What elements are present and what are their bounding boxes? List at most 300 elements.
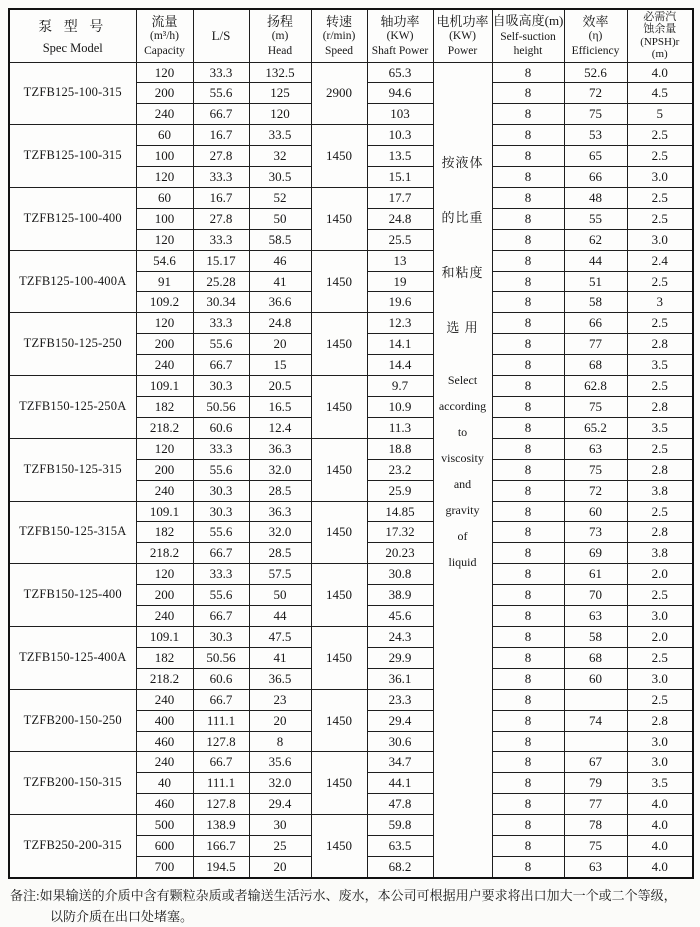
- npsh-cell: 2.8: [627, 522, 693, 543]
- flow-ls-cell: 138.9: [193, 815, 249, 836]
- spec-row: [9, 626, 693, 647]
- flow-ls-cell: 33.3: [193, 438, 249, 459]
- col-header-npsh-symbol: (NPSH)r: [640, 35, 680, 48]
- header-row: [9, 9, 693, 62]
- head-cell: 41: [249, 271, 311, 292]
- power-note-zh-line: 和粘度: [441, 264, 484, 280]
- efficiency-cell: 63: [564, 438, 627, 459]
- capacity-cell: 120: [136, 438, 193, 459]
- npsh-cell: 3.0: [627, 229, 693, 250]
- col-header-ls-label: L/S: [211, 27, 231, 43]
- shaft-power-cell: 10.9: [367, 397, 433, 418]
- efficiency-cell: 72: [564, 480, 627, 501]
- efficiency-cell: 75: [564, 104, 627, 125]
- capacity-cell: 500: [136, 815, 193, 836]
- head-cell: 36.6: [249, 292, 311, 313]
- self-suction-cell: 8: [492, 836, 564, 857]
- head-cell: 35.6: [249, 752, 311, 773]
- npsh-cell: 3.0: [627, 731, 693, 752]
- shaft-power-cell: 19: [367, 271, 433, 292]
- efficiency-cell: 58: [564, 626, 627, 647]
- efficiency-cell: 48: [564, 187, 627, 208]
- speed-cell: 1450: [311, 125, 367, 188]
- power-note-en-line: viscosity: [441, 450, 484, 465]
- efficiency-cell: 51: [564, 271, 627, 292]
- self-suction-cell: 8: [492, 731, 564, 752]
- head-cell: 58.5: [249, 229, 311, 250]
- self-suction-cell: 8: [492, 564, 564, 585]
- shaft-power-cell: 23.2: [367, 459, 433, 480]
- self-suction-cell: 8: [492, 146, 564, 167]
- capacity-cell: 40: [136, 773, 193, 794]
- efficiency-cell: 61: [564, 564, 627, 585]
- col-header-npsh-zh2: 蚀余量: [643, 23, 677, 36]
- self-suction-cell: 8: [492, 334, 564, 355]
- capacity-cell: 109.2: [136, 292, 193, 313]
- self-suction-cell: 8: [492, 668, 564, 689]
- self-suction-cell: 8: [492, 271, 564, 292]
- speed-cell: 1450: [311, 689, 367, 752]
- col-header-eff-zh: 效率: [582, 13, 609, 29]
- head-cell: 15: [249, 355, 311, 376]
- flow-ls-cell: 16.7: [193, 187, 249, 208]
- self-suction-cell: 8: [492, 438, 564, 459]
- npsh-cell: 3.8: [627, 543, 693, 564]
- self-suction-cell: 8: [492, 815, 564, 836]
- col-header-suction-zh: 自吸高度(m): [492, 13, 564, 29]
- npsh-cell: 3.8: [627, 480, 693, 501]
- shaft-power-cell: 38.9: [367, 585, 433, 606]
- head-cell: 23: [249, 689, 311, 710]
- col-header-head-en: Head: [267, 44, 293, 57]
- npsh-cell: 4.5: [627, 83, 693, 104]
- npsh-cell: 2.5: [627, 585, 693, 606]
- shaft-power-cell: 10.3: [367, 125, 433, 146]
- efficiency-cell: [564, 689, 627, 710]
- capacity-cell: 240: [136, 104, 193, 125]
- efficiency-cell: 66: [564, 167, 627, 188]
- flow-ls-cell: 30.3: [193, 501, 249, 522]
- head-cell: 47.5: [249, 626, 311, 647]
- head-cell: 30.5: [249, 167, 311, 188]
- flow-ls-cell: 66.7: [193, 752, 249, 773]
- flow-ls-cell: 55.6: [193, 585, 249, 606]
- speed-cell: 1450: [311, 187, 367, 250]
- head-cell: 32.0: [249, 459, 311, 480]
- npsh-cell: 2.8: [627, 459, 693, 480]
- capacity-cell: 200: [136, 585, 193, 606]
- efficiency-cell: 69: [564, 543, 627, 564]
- speed-cell: 1450: [311, 250, 367, 313]
- head-cell: 46: [249, 250, 311, 271]
- self-suction-cell: 8: [492, 376, 564, 397]
- capacity-cell: 460: [136, 731, 193, 752]
- npsh-cell: 2.5: [627, 689, 693, 710]
- capacity-cell: 109.1: [136, 626, 193, 647]
- self-suction-cell: 8: [492, 292, 564, 313]
- flow-ls-cell: 60.6: [193, 668, 249, 689]
- self-suction-cell: 8: [492, 355, 564, 376]
- power-note-en-line: and: [453, 476, 472, 491]
- power-note-en-line: of: [457, 528, 468, 543]
- col-header-capacity-en: Capacity: [144, 44, 185, 57]
- npsh-cell: 3.0: [627, 668, 693, 689]
- self-suction-cell: 8: [492, 647, 564, 668]
- shaft-power-cell: 14.4: [367, 355, 433, 376]
- npsh-cell: 2.5: [627, 208, 693, 229]
- flow-ls-cell: 50.56: [193, 397, 249, 418]
- shaft-power-cell: 30.6: [367, 731, 433, 752]
- flow-ls-cell: 55.6: [193, 334, 249, 355]
- spec-row: [9, 250, 693, 271]
- efficiency-cell: 77: [564, 334, 627, 355]
- col-header-speed-unit: (r/min): [322, 29, 356, 42]
- flow-ls-cell: 127.8: [193, 731, 249, 752]
- npsh-cell: 5: [627, 104, 693, 125]
- shaft-power-cell: 17.32: [367, 522, 433, 543]
- capacity-cell: 200: [136, 83, 193, 104]
- spec-row: [9, 62, 693, 83]
- capacity-cell: 54.6: [136, 250, 193, 271]
- speed-cell: 1450: [311, 752, 367, 815]
- model-cell: TZFB200-150-315: [9, 752, 136, 815]
- model-cell: TZFB125-100-400A: [9, 250, 136, 313]
- capacity-cell: 120: [136, 62, 193, 83]
- efficiency-cell: 58: [564, 292, 627, 313]
- capacity-cell: 60: [136, 125, 193, 146]
- efficiency-cell: 73: [564, 522, 627, 543]
- model-cell: TZFB200-150-250: [9, 689, 136, 752]
- head-cell: 36.3: [249, 501, 311, 522]
- self-suction-cell: 8: [492, 480, 564, 501]
- efficiency-cell: 62.8: [564, 376, 627, 397]
- npsh-cell: 3.0: [627, 752, 693, 773]
- table-header: [9, 9, 693, 62]
- npsh-cell: 3.5: [627, 417, 693, 438]
- efficiency-cell: 68: [564, 647, 627, 668]
- efficiency-cell: 78: [564, 815, 627, 836]
- shaft-power-cell: 59.8: [367, 815, 433, 836]
- efficiency-cell: 55: [564, 208, 627, 229]
- shaft-power-cell: 45.6: [367, 606, 433, 627]
- shaft-power-cell: 18.8: [367, 438, 433, 459]
- shaft-power-cell: 24.8: [367, 208, 433, 229]
- efficiency-cell: 68: [564, 355, 627, 376]
- col-header-model-zh: 泵 型 号: [38, 19, 108, 35]
- efficiency-cell: 70: [564, 585, 627, 606]
- head-cell: 25: [249, 836, 311, 857]
- efficiency-cell: 60: [564, 501, 627, 522]
- shaft-power-cell: 29.9: [367, 647, 433, 668]
- npsh-cell: 3.0: [627, 606, 693, 627]
- head-cell: 32.0: [249, 773, 311, 794]
- speed-cell: 1450: [311, 626, 367, 689]
- self-suction-cell: 8: [492, 773, 564, 794]
- capacity-cell: 400: [136, 710, 193, 731]
- npsh-cell: 2.0: [627, 564, 693, 585]
- power-note-en-line: according: [438, 398, 487, 413]
- col-header-speed-en: Speed: [324, 44, 354, 57]
- capacity-cell: 60: [136, 187, 193, 208]
- self-suction-cell: 8: [492, 794, 564, 815]
- col-header-speed: [311, 9, 367, 62]
- self-suction-cell: 8: [492, 208, 564, 229]
- capacity-cell: 240: [136, 752, 193, 773]
- head-cell: 132.5: [249, 62, 311, 83]
- efficiency-cell: 62: [564, 229, 627, 250]
- col-header-head: [249, 9, 311, 62]
- capacity-cell: 700: [136, 856, 193, 877]
- power-note-en-line: Select: [447, 372, 478, 387]
- npsh-cell: 4.0: [627, 836, 693, 857]
- self-suction-cell: 8: [492, 543, 564, 564]
- flow-ls-cell: 66.7: [193, 543, 249, 564]
- efficiency-cell: 65.2: [564, 417, 627, 438]
- pump-spec-table: [8, 8, 694, 879]
- speed-cell: 1450: [311, 815, 367, 878]
- head-cell: 12.4: [249, 417, 311, 438]
- self-suction-cell: 8: [492, 459, 564, 480]
- self-suction-cell: 8: [492, 167, 564, 188]
- flow-ls-cell: 194.5: [193, 856, 249, 877]
- head-cell: 29.4: [249, 794, 311, 815]
- efficiency-cell: 74: [564, 710, 627, 731]
- col-header-shaft-zh: 轴功率: [380, 13, 420, 29]
- head-cell: 30: [249, 815, 311, 836]
- power-note-en-line: gravity: [445, 502, 480, 517]
- power-note-zh-line: 选 用: [446, 319, 479, 335]
- spec-row: [9, 564, 693, 585]
- head-cell: 44: [249, 606, 311, 627]
- npsh-cell: 3.5: [627, 355, 693, 376]
- npsh-cell: 2.5: [627, 376, 693, 397]
- self-suction-cell: 8: [492, 313, 564, 334]
- col-header-suction-en2: height: [513, 44, 543, 57]
- col-header-capacity-unit: (m³/h): [150, 29, 179, 42]
- shaft-power-cell: 17.7: [367, 187, 433, 208]
- self-suction-cell: 8: [492, 83, 564, 104]
- capacity-cell: 218.2: [136, 417, 193, 438]
- head-cell: 32: [249, 146, 311, 167]
- efficiency-cell: 44: [564, 250, 627, 271]
- head-cell: 24.8: [249, 313, 311, 334]
- capacity-cell: 120: [136, 313, 193, 334]
- head-cell: 41: [249, 647, 311, 668]
- npsh-cell: 2.8: [627, 334, 693, 355]
- shaft-power-cell: 15.1: [367, 167, 433, 188]
- col-header-shaft-en: Shaft Power: [371, 44, 429, 57]
- npsh-cell: 4.0: [627, 62, 693, 83]
- table-body: [9, 62, 693, 878]
- power-note-en-line: to: [457, 424, 468, 439]
- flow-ls-cell: 55.6: [193, 522, 249, 543]
- npsh-cell: 2.5: [627, 647, 693, 668]
- speed-cell: 1450: [311, 313, 367, 376]
- head-cell: 50: [249, 208, 311, 229]
- shaft-power-cell: 11.3: [367, 417, 433, 438]
- efficiency-cell: 77: [564, 794, 627, 815]
- flow-ls-cell: 55.6: [193, 459, 249, 480]
- efficiency-cell: 79: [564, 773, 627, 794]
- power-note-zh-line: 的比重: [441, 209, 484, 225]
- col-header-suction-en1: Self-suction: [500, 30, 556, 43]
- self-suction-cell: 8: [492, 626, 564, 647]
- model-cell: TZFB150-125-400: [9, 564, 136, 627]
- shaft-power-cell: 34.7: [367, 752, 433, 773]
- capacity-cell: 240: [136, 480, 193, 501]
- efficiency-cell: 67: [564, 752, 627, 773]
- self-suction-cell: 8: [492, 501, 564, 522]
- flow-ls-cell: 166.7: [193, 836, 249, 857]
- head-cell: 120: [249, 104, 311, 125]
- shaft-power-cell: 103: [367, 104, 433, 125]
- shaft-power-cell: 24.3: [367, 626, 433, 647]
- spec-row: [9, 752, 693, 773]
- shaft-power-cell: 94.6: [367, 83, 433, 104]
- motor-power-note-cell: [433, 62, 492, 878]
- npsh-cell: 2.5: [627, 271, 693, 292]
- npsh-cell: 3: [627, 292, 693, 313]
- col-header-power-unit: (KW): [449, 29, 476, 42]
- capacity-cell: 200: [136, 334, 193, 355]
- flow-ls-cell: 50.56: [193, 647, 249, 668]
- efficiency-cell: 60: [564, 668, 627, 689]
- flow-ls-cell: 33.3: [193, 167, 249, 188]
- head-cell: 28.5: [249, 543, 311, 564]
- col-header-capacity: [136, 9, 193, 62]
- capacity-cell: 91: [136, 271, 193, 292]
- model-cell: TZFB150-125-315: [9, 438, 136, 501]
- efficiency-cell: [564, 731, 627, 752]
- shaft-power-cell: 47.8: [367, 794, 433, 815]
- model-cell: TZFB125-100-315: [9, 125, 136, 188]
- flow-ls-cell: 27.8: [193, 208, 249, 229]
- shaft-power-cell: 14.1: [367, 334, 433, 355]
- col-header-model-en: Spec Model: [42, 40, 103, 55]
- head-cell: 20: [249, 710, 311, 731]
- self-suction-cell: 8: [492, 710, 564, 731]
- efficiency-cell: 53: [564, 125, 627, 146]
- shaft-power-cell: 12.3: [367, 313, 433, 334]
- shaft-power-cell: 14.85: [367, 501, 433, 522]
- speed-cell: 1450: [311, 376, 367, 439]
- npsh-cell: 2.4: [627, 250, 693, 271]
- flow-ls-cell: 27.8: [193, 146, 249, 167]
- self-suction-cell: 8: [492, 522, 564, 543]
- self-suction-cell: 8: [492, 689, 564, 710]
- speed-cell: 2900: [311, 62, 367, 125]
- col-header-model: [9, 9, 136, 62]
- footnote-line1: 备注:如果输送的介质中含有颗粒杂质或者输送生活污水、废水，本公司可根据用户要求将出口加大一个或二个等级，: [10, 887, 677, 903]
- flow-ls-cell: 30.3: [193, 376, 249, 397]
- shaft-power-cell: 44.1: [367, 773, 433, 794]
- flow-ls-cell: 30.34: [193, 292, 249, 313]
- head-cell: 20: [249, 334, 311, 355]
- efficiency-cell: 75: [564, 397, 627, 418]
- npsh-cell: 2.5: [627, 125, 693, 146]
- col-header-head-zh: 扬程: [266, 13, 293, 29]
- flow-ls-cell: 66.7: [193, 689, 249, 710]
- model-cell: TZFB150-125-400A: [9, 626, 136, 689]
- npsh-cell: 2.5: [627, 187, 693, 208]
- spec-row: [9, 187, 693, 208]
- flow-ls-cell: 33.3: [193, 564, 249, 585]
- efficiency-cell: 52.6: [564, 62, 627, 83]
- capacity-cell: 100: [136, 208, 193, 229]
- capacity-cell: 200: [136, 459, 193, 480]
- col-header-capacity-zh: 流量: [151, 13, 178, 29]
- col-header-npsh-zh1: 必需汽: [643, 11, 677, 24]
- power-note-zh-line: 按液体: [441, 154, 484, 170]
- capacity-cell: 182: [136, 647, 193, 668]
- flow-ls-cell: 16.7: [193, 125, 249, 146]
- col-header-head-unit: (m): [271, 29, 289, 42]
- capacity-cell: 109.1: [136, 501, 193, 522]
- npsh-cell: 2.5: [627, 438, 693, 459]
- shaft-power-cell: 20.23: [367, 543, 433, 564]
- col-header-eff-en: Efficiency: [571, 44, 620, 57]
- capacity-cell: 120: [136, 167, 193, 188]
- npsh-cell: 3.0: [627, 167, 693, 188]
- capacity-cell: 240: [136, 606, 193, 627]
- self-suction-cell: 8: [492, 856, 564, 877]
- col-header-motor-power: [433, 9, 492, 62]
- head-cell: 57.5: [249, 564, 311, 585]
- shaft-power-cell: 13: [367, 250, 433, 271]
- spec-row: [9, 438, 693, 459]
- flow-ls-cell: 127.8: [193, 794, 249, 815]
- flow-ls-cell: 66.7: [193, 606, 249, 627]
- npsh-cell: 2.5: [627, 313, 693, 334]
- head-cell: 125: [249, 83, 311, 104]
- flow-ls-cell: 111.1: [193, 710, 249, 731]
- capacity-cell: 100: [136, 146, 193, 167]
- capacity-cell: 120: [136, 229, 193, 250]
- npsh-cell: 3.5: [627, 773, 693, 794]
- flow-ls-cell: 66.7: [193, 104, 249, 125]
- capacity-cell: 218.2: [136, 543, 193, 564]
- self-suction-cell: 8: [492, 250, 564, 271]
- npsh-cell: 4.0: [627, 856, 693, 877]
- flow-ls-cell: 33.3: [193, 313, 249, 334]
- col-header-npsh: [627, 9, 693, 62]
- shaft-power-cell: 36.1: [367, 668, 433, 689]
- npsh-cell: 2.0: [627, 626, 693, 647]
- head-cell: 36.3: [249, 438, 311, 459]
- head-cell: 20.5: [249, 376, 311, 397]
- col-header-ls: [193, 9, 249, 62]
- col-header-self-suction: [492, 9, 564, 62]
- model-cell: TZFB125-100-400: [9, 187, 136, 250]
- self-suction-cell: 8: [492, 397, 564, 418]
- shaft-power-cell: 25.5: [367, 229, 433, 250]
- spec-row: [9, 501, 693, 522]
- head-cell: 52: [249, 187, 311, 208]
- head-cell: 36.5: [249, 668, 311, 689]
- flow-ls-cell: 15.17: [193, 250, 249, 271]
- head-cell: 8: [249, 731, 311, 752]
- col-header-power-en: Power: [447, 44, 478, 57]
- shaft-power-cell: 63.5: [367, 836, 433, 857]
- flow-ls-cell: 66.7: [193, 355, 249, 376]
- shaft-power-cell: 25.9: [367, 480, 433, 501]
- capacity-cell: 240: [136, 689, 193, 710]
- model-cell: TZFB250-200-315: [9, 815, 136, 878]
- shaft-power-cell: 23.3: [367, 689, 433, 710]
- efficiency-cell: 75: [564, 836, 627, 857]
- npsh-cell: 2.5: [627, 146, 693, 167]
- flow-ls-cell: 30.3: [193, 626, 249, 647]
